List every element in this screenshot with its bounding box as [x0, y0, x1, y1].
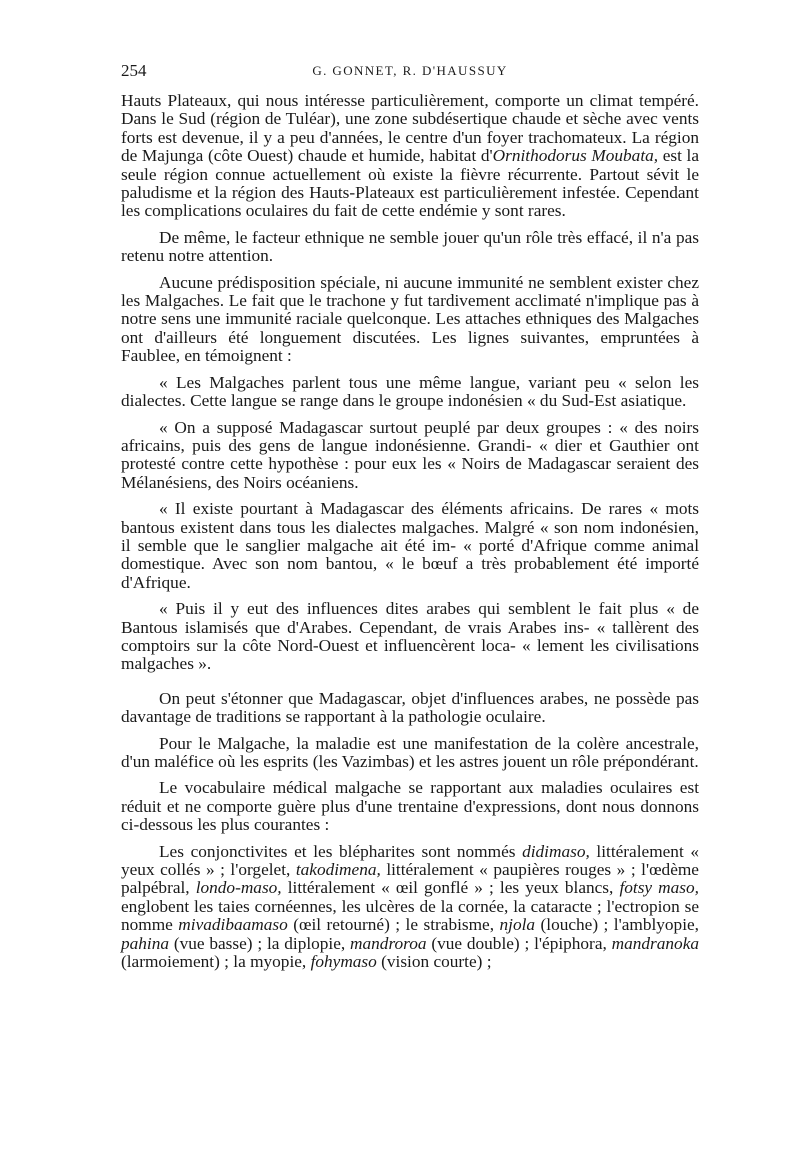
paragraph-eye-terms	[121, 843, 699, 972]
paragraph-malgache-disease: Pour le Malgache, la maladie est une manifestation de la colère ancestrale, d'un maléfice où les esprits (les Vazimbas) et les astres jouent un rôle prépondérant.	[121, 733, 699, 771]
malagasy-term: njola	[499, 915, 536, 935]
species-name: Ornithodorus Moubata,	[492, 146, 659, 166]
quote-peopling: « On a supposé Madagascar surtout peuplé par deux groupes : « des noirs africains, puis des gens de langue indonésienne. Grandi- « dier et Gauthier ont protesté contre cette hypothèse : pour eux les « Noirs de Madagascar seraient des Mélanésiens, des Noirs océaniens.	[121, 417, 699, 492]
malagasy-term: fohymaso	[310, 952, 377, 972]
quote-african-elements: « Il existe pourtant à Madagascar des éléments africains. De rares « mots bantous existent dans tous les dialectes malgaches. Malgré « son nom indonésien, il semble que le sanglier malgache ait été im- « porté d'Afrique comme animal domestique. Avec son nom bantou, « le bœuf a très probablement été importé d'Afrique.	[121, 499, 699, 592]
term-text: littéralement « œil gonflé » ; les yeux blancs,	[281, 878, 620, 898]
malagasy-term: takodimena,	[295, 860, 381, 880]
paragraph-climate	[121, 92, 699, 221]
term-text: (louche) ; l'amblyopie,	[535, 915, 699, 935]
term-text: (vue basse) ; la diplopie,	[169, 933, 351, 953]
malagasy-term: mivadibaamaso	[178, 915, 288, 935]
malagasy-term: mandroroa	[350, 933, 427, 953]
paragraph-traditions: On peut s'étonner que Madagascar, objet d'influences arabes, ne possède pas davantage de traditions se rapportant à la pathologie oculaire.	[121, 688, 699, 727]
page-header	[121, 61, 699, 85]
paragraph-ethnic-factor: De même, le facteur ethnique ne semble jouer qu'un rôle très effacé, il n'a pas retenu notre attention.	[121, 227, 699, 266]
malagasy-term: londo-maso,	[195, 878, 282, 898]
term-text: littéralement « yeux collés » ; l'orgelet,	[121, 841, 700, 880]
term-text: Les conjonctivites et les blépharites sont nommés	[159, 841, 523, 861]
malagasy-term: mandranoka	[611, 933, 700, 953]
body-text	[121, 92, 699, 971]
paragraph-climate-text-a: Hauts Plateaux, qui nous intéresse particulièrement, comporte un climat tempéré. Dans le Sud (région de Tuléar), une zone subdésertique chaude et sèche avec vents forts est devenue, il y a peu d'années, le centre d'un foyer trachomateux. La région de Majunga (côte Ouest) chaude et humide, habitat d'	[121, 91, 699, 166]
term-text: (larmoiement) ; la myopie,	[121, 952, 311, 972]
term-text: (vue double) ; l'épiphora,	[426, 933, 612, 953]
malagasy-term: pahina	[121, 933, 170, 953]
quote-language: « Les Malgaches parlent tous une même langue, variant peu « selon les dialectes. Cette langue se range dans le groupe indonésien « du Sud-Est asiatique.	[121, 372, 699, 411]
paragraph-climate-text-b: est la seule région connue actuellement où existe la fièvre récurrente. Partout sévit le paludisme et la région des Hauts-Plateaux est particulièrement infestée. Cependant les complications oculaires du fait de cette endémie y sont rares.	[121, 146, 699, 221]
malagasy-term: fotsy maso,	[619, 878, 699, 898]
running-head: G. GONNET, R. D'HAUSSUY	[312, 63, 508, 78]
term-text: (vision courte) ;	[376, 952, 492, 972]
paragraph-vocabulary: Le vocabulaire médical malgache se rapportant aux maladies oculaires est réduit et ne comporte guère plus d'une trentaine d'expressions, dont nous donnons ci-dessous les plus courantes :	[121, 778, 699, 835]
paragraph-immunity: Aucune prédisposition spéciale, ni aucune immunité ne semblent exister chez les Malgaches. Le fait que le trachone y fut tardivement acclimaté n'implique pas à notre sens une immunité raciale quelconque. Les attaches ethniques des Malgaches ont d'ailleurs été longuement discutées. Les lignes suivantes, empruntées à Faublee, en témoignent :	[121, 272, 699, 366]
term-text: littéralement « paupières rouges » ; l'œdème palpébral,	[121, 860, 699, 898]
malagasy-term: didimaso,	[522, 841, 590, 861]
quote-arab-influences: « Puis il y eut des influences dites arabes qui semblent le fait plus « de Bantous islamisés que d'Arabes. Cependant, de vrais Arabes ins- « tallèrent des comptoirs sur la côte Nord-Ouest et influencèrent loca- « lement les civilisations malgaches ».	[121, 599, 699, 674]
page-number: 254	[121, 61, 147, 80]
term-text: (œil retourné) ; le strabisme,	[287, 915, 500, 935]
term-text: englobent les taies cornéennes, les ulcères de la cornée, la cataracte ; l'ectropion se nomme	[121, 896, 699, 935]
